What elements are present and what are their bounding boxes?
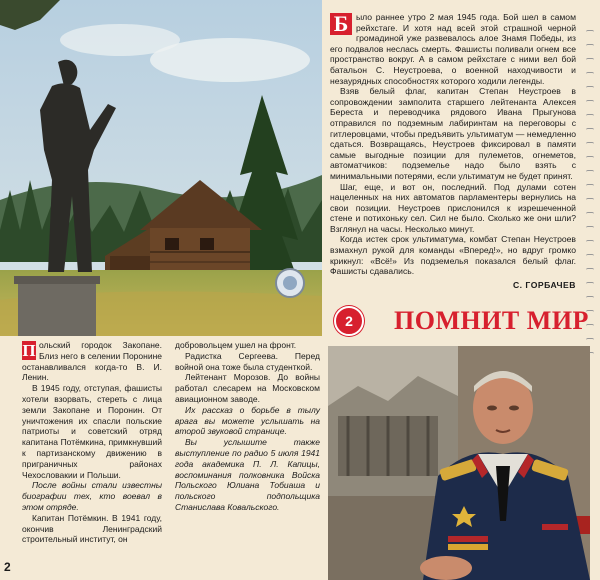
veteran-portrait-photo (328, 346, 590, 580)
text-column-left (22, 340, 162, 545)
article-signature: С. ГОРБАЧЕВ (512, 279, 576, 290)
column-paragraph-2: В 1945 году, отступая, фашисты хотели взорвать, стереть с лица земли Закопане и Поронин. От уничтожения их спасли польские патриоты и советский отряд капитана Потёмкина, примкнувший к партизанскому движению в приграничных районах Чехословакии и Польши. (22, 383, 162, 480)
article-paragraph-2: Взяв белый флаг, капитан Степан Неустроев в сопровождении замполита старшего лейтенанта Алексея Береста и переводчика рядового Ивана Прыгунова отправился по подземным лабиринтам на переговоры с гитлеровцами, чтобы предъявить ультиматум — немедленно сдаться. Возвращаясь, Неустроев фиксировал в памяти самые выгодные позиции для пулеметов, огнеметов, автоматчиков: подземелье надо было взять с минимальными потерями, если ультиматум не будет принят. (330, 86, 576, 181)
column-paragraph-3: После войны стали известны биографии тех, кто воевал в этом отряде. (22, 480, 162, 512)
page-number: 2 (4, 560, 11, 574)
column2-paragraph-1: добровольцем ушел на фронт. (175, 340, 297, 350)
column2-paragraph-2: Радистка Сергеева. Перед войной она тоже была студенткой. (175, 350, 320, 372)
article-dropcap: Б (330, 13, 352, 35)
column-dropcap: П (22, 341, 36, 360)
page-number-badge: 2 (334, 306, 364, 336)
column2-paragraph-4: Их рассказ о борьбе в тылу врага вы можете услышать на второй звуковой странице. (175, 404, 320, 437)
article-paragraph-3: Шаг, еще, и вот он, последний. Под дулами сотен нацеленных на них автоматов парламентеры вернулись на свои позиции. Неустроев прислонился к изрешеченной стене и потихоньку сел. Сил не было. Сколько же они шли? Взглянул на часы. Несколько минут. (330, 181, 576, 234)
column2-paragraph-5: Вы услышите также выступление по радио 5 июля 1941 года академика П. Л. Капицы, воспоминания полковника Войска Польского Юлиана Тобиаша и польского подпольщика Станислава Ковальского. (175, 437, 320, 512)
column2-paragraph-3: Лейтенант Морозов. До войны работал слесарем на Московском авиационном заводе. (175, 372, 320, 404)
article-paragraph-1: Б ыло раннее утро 2 мая 1945 года. Бой шел в самом рейхстаге. И хотя над всей этой страшной черной громадиной уже развевалось алое Знамя Победы, из его подвалов неслась смерть. Фашисты поливали огнем все пространство вокруг. А в самом рейхстаге с ними вел бой батальон С. Неустроева, о военной находчивости и незаурядных способностях которого ходили легенды. (330, 11, 576, 86)
article-paragraph-4: Когда истек срок ультиматума, комбат Степан Неустроев взмахнул рукой для команды «Вперед!», но вдруг громко крикнул: «Всё!» Из подземелья показался белый флаг. Фашисты сдавались. (330, 234, 576, 277)
text-column-right (175, 340, 320, 513)
section-title: ПОМНИТ МИР (394, 306, 589, 335)
binder-holes (586, 30, 598, 350)
column-paragraph-4: Капитан Потёмкин. В 1941 году, окончив Ленинградский строительный институт, он (22, 512, 162, 545)
column-paragraph-1: П ольский городок Закопане. Близ него в селении Поронине останавливался когда-то В. И. Ленин. (22, 340, 162, 383)
lenin-statue-photo (0, 0, 322, 336)
article-body (330, 12, 576, 290)
